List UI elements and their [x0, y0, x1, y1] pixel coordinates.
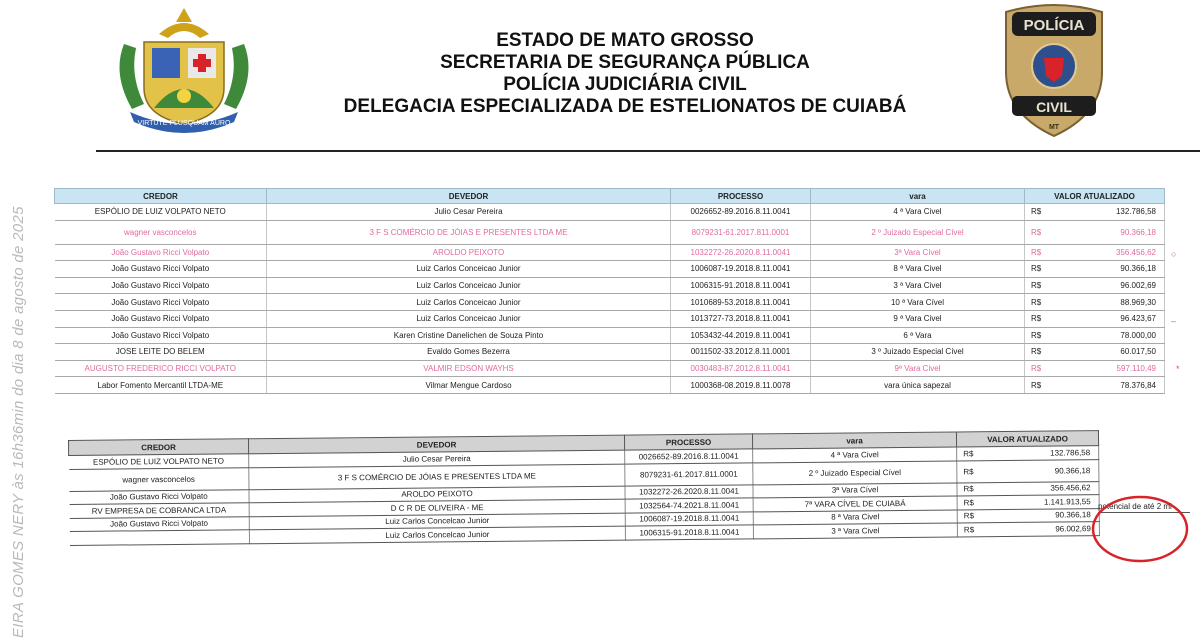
- cell-devedor: Luiz Carlos Concelcao Junior: [249, 513, 625, 530]
- currency-symbol: R$: [1031, 297, 1042, 307]
- cell-vara: 4 ª Vara Civel: [811, 204, 1025, 221]
- cell-credor: João Gustavo Ricci Volpato: [55, 261, 267, 278]
- cell-devedor: Vilmar Mengue Cardoso: [267, 377, 671, 394]
- cell-vara: 3ª Vara Cível: [753, 482, 957, 497]
- cell-processo: 1006087-19.2018.8.11.0041: [671, 261, 811, 278]
- cell-processo: 1013727-73.2018.8.11.0041: [671, 310, 811, 327]
- header-state: ESTADO DE MATO GROSSO: [496, 30, 754, 51]
- table-row: [55, 360, 1165, 377]
- cell-vara: 3ª Vara Cível: [811, 244, 1025, 261]
- amount-value: 96.002,69: [1120, 281, 1156, 291]
- cell-credor: [69, 530, 249, 545]
- cell-processo: 1032272-26.2020.8.11.0041: [625, 484, 753, 499]
- header-secretariat: SECRETARIA DE SEGURANÇA PÚBLICA: [440, 52, 810, 73]
- cell-devedor: Luiz Carlos Conceicao Junior: [267, 261, 671, 278]
- currency-symbol: R$: [1031, 347, 1042, 357]
- cell-devedor: AROLDO PEIXOTO: [267, 244, 671, 261]
- cell-credor: wagner vasconcelos: [55, 220, 267, 244]
- cell-processo: 8079231-61.2017.811.0001: [671, 220, 811, 244]
- table-row: [55, 204, 1165, 221]
- cell-credor: ESPÓLIO DE LUIZ VOLPATO NETO: [55, 204, 267, 221]
- cell-vara: 10 ª Vara Cível: [811, 294, 1025, 311]
- cell-valor: [957, 495, 1099, 510]
- margin-mark: –: [1171, 316, 1177, 326]
- cell-processo: 1032564-74.2021.8.11.0041: [625, 498, 753, 513]
- cell-credor: João Gustavo Ricci Volpato: [55, 244, 267, 261]
- table-row: [55, 377, 1165, 394]
- cell-processo: 0026652-89.2016.8.11.0041: [671, 204, 811, 221]
- col-header-devedor: DEVEDOR: [267, 189, 671, 204]
- amount-value: 78.000,00: [1120, 330, 1156, 340]
- red-circle-annotation: [1090, 494, 1190, 564]
- col-header-valor: VALOR ATUALIZADO: [1025, 189, 1165, 204]
- cell-vara: 2 º Juizado Especial Cível: [811, 220, 1025, 244]
- col-header-vara: vara: [752, 432, 956, 449]
- cell-credor: RV EMPRESA DE COBRANCA LTDA: [69, 503, 249, 518]
- cell-processo: 1032272-26.2020.8.11.0041: [671, 244, 811, 261]
- table-row: [55, 261, 1165, 278]
- col-header-devedor: DEVEDOR: [248, 435, 624, 454]
- cell-devedor: Evaldo Gomes Bezerra: [267, 344, 671, 361]
- cell-vara: 6 ª Vara: [811, 327, 1025, 344]
- cell-devedor: Luiz Carlos Concelcao Junior: [249, 526, 625, 543]
- cell-processo: 0026652-89.2016.8.11.0041: [625, 449, 753, 464]
- cell-vara: 8 ª Vara Civel: [811, 261, 1025, 278]
- amount-value: 88.969,30: [1120, 297, 1156, 307]
- cell-processo: 1000368-08.2019.8.11.0078: [671, 377, 811, 394]
- cell-vara: 3 º Juizado Especial Cível: [811, 344, 1025, 361]
- cell-devedor: 3 F S COMÉRCIO DE JÓIAS E PRESENTES LTDA ME: [267, 220, 671, 244]
- currency-symbol: R$: [1031, 207, 1042, 217]
- cell-valor: [1025, 244, 1165, 261]
- table-row: [55, 220, 1165, 244]
- cell-valor: [1025, 261, 1165, 278]
- cell-valor: [957, 446, 1099, 461]
- currency-symbol: R$: [1031, 247, 1042, 257]
- cell-vara: 2 º Juizado Especial Cível: [753, 460, 957, 484]
- cell-vara: 3 ª Vara Civel: [811, 277, 1025, 294]
- col-header-vara: vara: [811, 189, 1025, 204]
- currency-symbol: R$: [1031, 330, 1042, 340]
- col-header-valor: VALOR ATUALIZADO: [956, 431, 1098, 447]
- cell-processo: 1053432-44.2019.8.11.0041: [671, 327, 811, 344]
- cell-credor: João Gustavo Ricci Volpato: [69, 489, 249, 504]
- badge-state-text: MT: [1048, 124, 1060, 131]
- currency-symbol: R$: [963, 525, 975, 535]
- cell-valor: [1025, 277, 1165, 294]
- cell-vara: 9ª Vara Civel: [811, 360, 1025, 377]
- cell-valor: [1025, 360, 1165, 377]
- cell-valor: [1025, 344, 1165, 361]
- amount-value: 356.456,62: [1050, 483, 1091, 493]
- currency-symbol: R$: [963, 484, 974, 494]
- cell-credor: João Gustavo Ricci Volpato: [55, 294, 267, 311]
- mato-grosso-coat-of-arms: [104, 4, 264, 134]
- scanned-table-wrapper: [68, 430, 1099, 545]
- cell-processo: 1006315-91.2018.8.11.0041: [671, 277, 811, 294]
- amount-value: 90.366,18: [1055, 510, 1091, 520]
- header-divider: [96, 150, 1200, 152]
- cell-credor: AUGUSTO FREDERICO RICCI VOLPATO: [55, 360, 267, 377]
- amount-value: 132.786,58: [1050, 447, 1091, 458]
- cell-credor: ESPÓLIO DE LUIZ VOLPATO NETO: [69, 454, 249, 469]
- cell-processo: 1006087-19.2018.8.11.0041: [625, 511, 753, 526]
- amount-value: 356.456,62: [1115, 247, 1156, 257]
- cell-credor: João Gustavo Ricci Volpato: [55, 277, 267, 294]
- amount-value: 597.110,49: [1116, 364, 1156, 374]
- amount-value: 78.376,84: [1120, 380, 1156, 390]
- cell-valor: [1025, 220, 1165, 244]
- policia-civil-badge: [998, 2, 1110, 140]
- cell-vara: 7ª VARA CÍVEL DE CUIABÁ: [753, 496, 957, 511]
- signature-watermark: EIRA GOMES NERY às 16h36min do dia 8 de agosto de 2025: [10, 206, 27, 638]
- currency-symbol: R$: [1031, 380, 1042, 390]
- cell-valor: [957, 522, 1099, 537]
- currency-symbol: R$: [963, 449, 974, 459]
- col-header-credor: CREDOR: [55, 189, 267, 204]
- header-police: POLÍCIA JUDICIÁRIA CIVIL: [503, 74, 747, 95]
- cell-valor: [1025, 310, 1165, 327]
- cell-credor: JOSE LEITE DO BELEM: [55, 344, 267, 361]
- currency-symbol: R$: [1031, 364, 1042, 374]
- handwritten-note: potencial de até 2 mi: [1098, 502, 1172, 511]
- cell-devedor: Julio Cesar Pereira: [267, 204, 671, 221]
- currency-symbol: R$: [1031, 264, 1042, 274]
- cell-vara: 8 ª Vara Civel: [753, 509, 957, 524]
- cell-credor: Labor Fomento Mercantil LTDA-ME: [55, 377, 267, 394]
- currency-symbol: R$: [1031, 314, 1042, 324]
- table-row: [55, 294, 1165, 311]
- cell-vara: 3 ª Vara Civel: [753, 523, 957, 538]
- margin-mark: *: [1176, 364, 1180, 374]
- margin-mark: ○: [1171, 249, 1177, 259]
- amount-value: 90.366,18: [1054, 465, 1091, 476]
- amount-value: 90.366,18: [1120, 264, 1156, 274]
- creditors-table-scan: [68, 430, 1100, 545]
- amount-value: 1.141.913,55: [1043, 496, 1091, 507]
- creditors-table-typed: [54, 188, 1165, 394]
- cell-valor: [1025, 327, 1165, 344]
- cell-devedor: Luiz Carlos Conceicao Junior: [267, 310, 671, 327]
- currency-symbol: R$: [963, 466, 974, 476]
- cell-devedor: VALMIR EDSON WAYHS: [267, 360, 671, 377]
- cell-devedor: Julio Cesar Pereira: [249, 450, 625, 467]
- col-header-credor: CREDOR: [69, 439, 249, 456]
- col-header-processo: PROCESSO: [671, 189, 811, 204]
- cell-valor: [1025, 204, 1165, 221]
- cell-credor: wagner vasconcelos: [69, 467, 249, 491]
- table-row: [55, 310, 1165, 327]
- cell-vara: vara única sapezal: [811, 377, 1025, 394]
- cell-credor: João Gustavo Ricci Volpato: [55, 310, 267, 327]
- currency-symbol: R$: [1031, 227, 1042, 237]
- table-row: [55, 277, 1165, 294]
- cell-valor: [957, 481, 1099, 496]
- table-header-row: [55, 189, 1165, 204]
- cell-devedor: AROLDO PEIXOTO: [249, 486, 625, 503]
- cell-valor: [1025, 294, 1165, 311]
- cell-processo: 8079231-61.2017.811.0001: [625, 462, 753, 485]
- document-header: [300, 30, 950, 118]
- cell-vara: 9 ª Vara Civel: [811, 310, 1025, 327]
- cell-processo: 1010689-53.2018.8.11.0041: [671, 294, 811, 311]
- currency-symbol: R$: [963, 498, 974, 508]
- table-row: [55, 344, 1165, 361]
- cell-processo: 0011502-33.2012.8.11.0001: [671, 344, 811, 361]
- cell-devedor: Luiz Carlos Conceicao Junior: [267, 294, 671, 311]
- currency-symbol: R$: [963, 511, 975, 521]
- badge-bottom-text: CIVIL: [1036, 99, 1072, 115]
- cell-devedor: Karen Cristine Danelichen de Souza Pinto: [267, 327, 671, 344]
- table-row: [55, 327, 1165, 344]
- cell-credor: João Gustavo Ricci Volpato: [55, 327, 267, 344]
- cell-devedor: 3 F S COMÉRCIO DE JÓIAS E PRESENTES LTDA ME: [249, 464, 625, 490]
- amount-value: 96.423,67: [1120, 314, 1156, 324]
- header-delegacia: DELEGACIA ESPECIALIZADA DE ESTELIONATOS DE CUIABÁ: [343, 96, 907, 117]
- amount-value: 96.002,69: [1055, 523, 1091, 534]
- col-header-processo: PROCESSO: [624, 434, 752, 450]
- cell-processo: 0030483-87.2012.8.11.0041: [671, 360, 811, 377]
- cell-credor: João Gustavo Ricci Volpato: [69, 516, 249, 531]
- table-row: [55, 244, 1165, 261]
- cell-valor: [957, 508, 1099, 523]
- amount-value: 132.786,58: [1115, 207, 1156, 217]
- cell-devedor: Luiz Carlos Conceicao Junior: [267, 277, 671, 294]
- amount-value: 90.366,18: [1120, 227, 1156, 237]
- badge-top-text: POLÍCIA: [1023, 17, 1085, 34]
- crest-motto: VIRTUTE PLUSQUAM AURO: [137, 120, 231, 127]
- cell-valor: [957, 459, 1099, 482]
- currency-symbol: R$: [1031, 281, 1042, 291]
- amount-value: 60.017,50: [1120, 347, 1156, 357]
- cell-devedor: D C R DE OLIVEIRA - ME: [249, 499, 625, 516]
- cell-valor: [1025, 377, 1165, 394]
- cell-processo: 1006315-91.2018.8.11.0041: [625, 525, 753, 540]
- cell-vara: 4 ª Vara Civel: [753, 447, 957, 462]
